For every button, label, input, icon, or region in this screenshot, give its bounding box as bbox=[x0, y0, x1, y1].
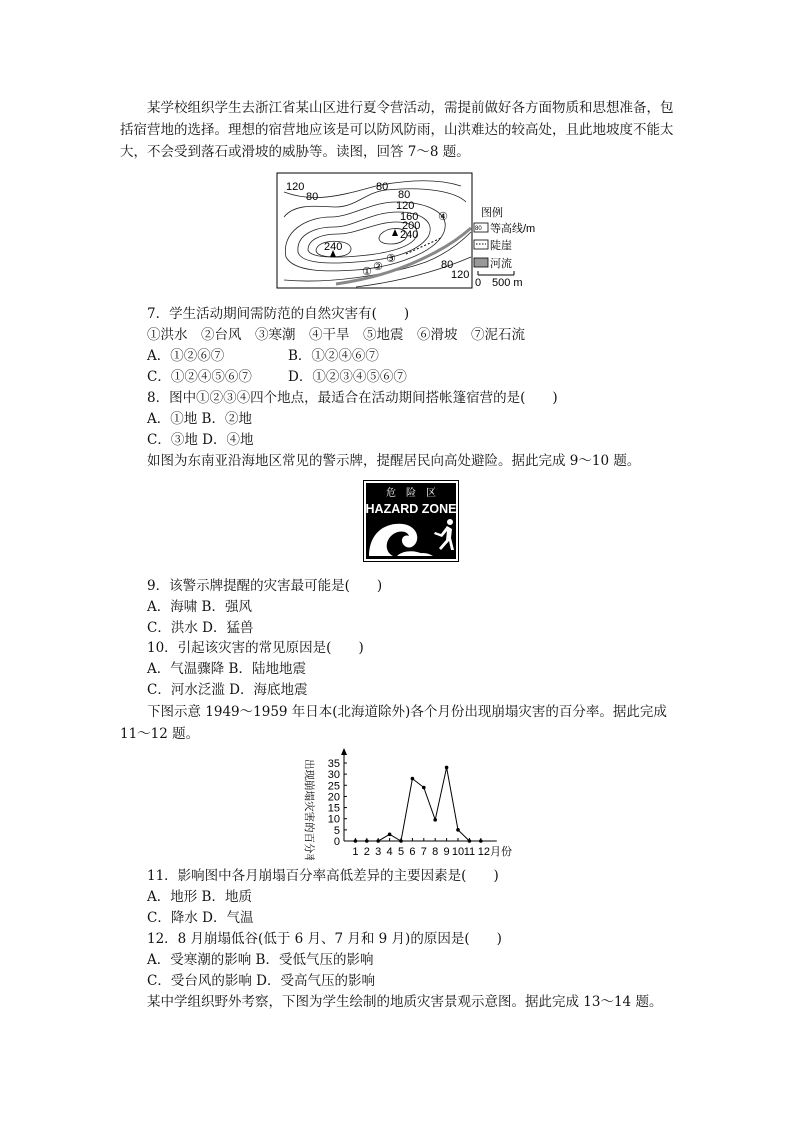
chart-ylabel: 出现崩塌灾害的百分率/% bbox=[303, 759, 315, 860]
q12-options-ab: A．受寒潮的影响 B．受低气压的影响 bbox=[147, 952, 374, 968]
y-tick-label: 30 bbox=[327, 769, 340, 782]
q8-options-ab: A．①地 B．②地 bbox=[147, 411, 252, 427]
q7-option-d: D．①②③④⑤⑥⑦ bbox=[288, 369, 407, 385]
y-tick-label: 5 bbox=[333, 824, 340, 837]
q9-options-ab: A．海啸 B．强风 bbox=[147, 599, 252, 615]
legend-scale-zero: 0 bbox=[475, 277, 482, 289]
x-tick-label: 5 bbox=[397, 846, 405, 858]
legend-cliff: 陡崖 bbox=[490, 240, 512, 252]
legend-contour-sample: 80 bbox=[475, 226, 482, 232]
q12-options-cd: C．受台风的影响 D．受高气压的影响 bbox=[147, 973, 375, 989]
legend-river: 河流 bbox=[490, 258, 512, 270]
contour-label: 80 bbox=[306, 191, 319, 203]
y-tick-label: 20 bbox=[327, 791, 340, 804]
collapse-rate-chart bbox=[290, 745, 550, 860]
x-tick-label: 8 bbox=[432, 846, 439, 858]
legend-title: 图例 bbox=[481, 207, 503, 219]
q7-items: ①洪水 ②台风 ③寒潮 ④干旱 ⑤地震 ⑥滑坡 ⑦泥石流 bbox=[147, 327, 525, 343]
legend-contour: 等高线/m bbox=[490, 223, 536, 235]
q12-stem: 12．8 月崩塌低谷(低于 6 月、7 月和 9 月)的原因是( ) bbox=[147, 931, 502, 947]
contour-label: 120 bbox=[451, 269, 470, 281]
sign-en-text: HAZARD ZONE bbox=[365, 502, 457, 516]
contour-label: 120 bbox=[396, 200, 415, 212]
q9-options-cd: C．洪水 D．猛兽 bbox=[147, 620, 254, 636]
q11-stem: 11．影响图中各月崩塌百分率高低差异的主要因素是( ) bbox=[147, 868, 499, 884]
q10-stem: 10．引起该灾害的常见原因是( ) bbox=[147, 640, 364, 656]
q7-option-c: C．①②④⑤⑥⑦ bbox=[147, 369, 252, 385]
data-point bbox=[354, 839, 358, 843]
hazard-sign bbox=[363, 480, 459, 562]
intro3-paragraph: 下图示意 1949～1959 年日本(北海道除外)各个月份出现崩塌灾害的百分率。据此完成 11～12 题。 bbox=[120, 704, 667, 742]
contour-map-figure bbox=[276, 172, 576, 292]
map-point-3: ③ bbox=[386, 253, 396, 265]
x-tick-label: 12月份 bbox=[477, 846, 513, 858]
q8-stem: 8．图中①②③④四个地点，最适合在活动期间搭帐篷宿营的是( ) bbox=[147, 390, 558, 406]
x-tick-label: 9 bbox=[443, 846, 450, 858]
y-tick-label: 10 bbox=[327, 813, 340, 826]
x-tick-label: 3 bbox=[375, 846, 382, 858]
y-tick-label: 15 bbox=[327, 802, 340, 815]
q8-options-cd: C．③地 D．④地 bbox=[147, 432, 254, 448]
x-tick-label: 6 bbox=[409, 846, 416, 858]
q7-option-b: B．①②④⑥⑦ bbox=[288, 348, 379, 364]
map-point-1: ① bbox=[362, 266, 372, 278]
contour-label: 160 bbox=[400, 211, 419, 223]
data-point bbox=[422, 786, 426, 790]
intro4-paragraph: 某中学组织野外考察，下图为学生绘制的地质灾害景观示意图。据此完成 13～14 题。 bbox=[147, 994, 663, 1010]
data-point bbox=[365, 839, 369, 843]
q9-stem: 9．该警示牌提醒的灾害最可能是( ) bbox=[147, 578, 383, 594]
x-tick-label: 2 bbox=[363, 846, 370, 858]
y-axis-arrow bbox=[341, 748, 347, 755]
data-point bbox=[411, 777, 415, 781]
contour-label: 240 bbox=[400, 229, 419, 241]
q10-options-ab: A．气温骤降 B．陆地地震 bbox=[147, 661, 306, 677]
q11-options-cd: C．降水 D．气温 bbox=[147, 910, 254, 926]
data-point bbox=[376, 839, 380, 843]
contour-map-svg bbox=[276, 172, 576, 292]
hazard-sign-svg bbox=[363, 480, 459, 562]
map-point-4: ④ bbox=[438, 211, 448, 223]
contour-label: 120 bbox=[286, 181, 305, 193]
data-point bbox=[445, 766, 449, 770]
y-tick-label: 0 bbox=[333, 836, 340, 848]
chart-svg bbox=[290, 745, 550, 860]
x-tick-label: 10 bbox=[451, 846, 465, 858]
q7-option-a: A．①②⑥⑦ bbox=[147, 348, 225, 364]
legend-scale-text: 500 m bbox=[492, 277, 523, 289]
x-tick-label: 4 bbox=[386, 846, 393, 858]
q7-stem: 7．学生活动期间需防范的自然灾害有( ) bbox=[147, 306, 410, 322]
q10-options-cd: C．河水泛滥 D．海底地震 bbox=[147, 682, 308, 698]
series-line bbox=[355, 767, 480, 841]
y-tick-label: 35 bbox=[327, 758, 340, 770]
peak-marker-right bbox=[392, 229, 398, 236]
contour-label: 80 bbox=[376, 181, 389, 193]
intro2-paragraph: 如图为东南亚沿海地区常见的警示牌，提醒居民向高处避险。据此完成 9～10 题。 bbox=[147, 453, 641, 469]
data-point bbox=[433, 818, 437, 822]
data-point bbox=[399, 839, 403, 843]
q11-options-ab: A．地形 B．地质 bbox=[147, 889, 252, 905]
data-point bbox=[456, 828, 460, 832]
x-tick-label: 1 bbox=[352, 846, 359, 858]
data-point bbox=[388, 833, 392, 837]
x-tick-label: 7 bbox=[420, 846, 427, 858]
y-tick-label: 25 bbox=[327, 780, 340, 793]
contour-label: 80 bbox=[441, 259, 454, 271]
map-point-2: ② bbox=[373, 261, 383, 273]
contour-label: 200 bbox=[402, 220, 421, 232]
x-tick-label: 11 bbox=[463, 846, 476, 858]
sign-cn-text: 危 险 区 bbox=[386, 488, 436, 499]
intro-paragraph: 某学校组织学生去浙江省某山区进行夏令营活动，需提前做好各方面物质和思想准备，包括宿营地的选择。理想的宿营地应该是可以防风防雨，山洪难达的较高处，且此地坡度不能太大，不会受到落石或滑坡的威胁等。读图，回答 7～8 题。 bbox=[120, 100, 674, 160]
contour-label: 240 bbox=[324, 241, 343, 253]
contour-label: 80 bbox=[398, 189, 411, 201]
data-point bbox=[479, 839, 483, 843]
data-point bbox=[468, 839, 472, 843]
